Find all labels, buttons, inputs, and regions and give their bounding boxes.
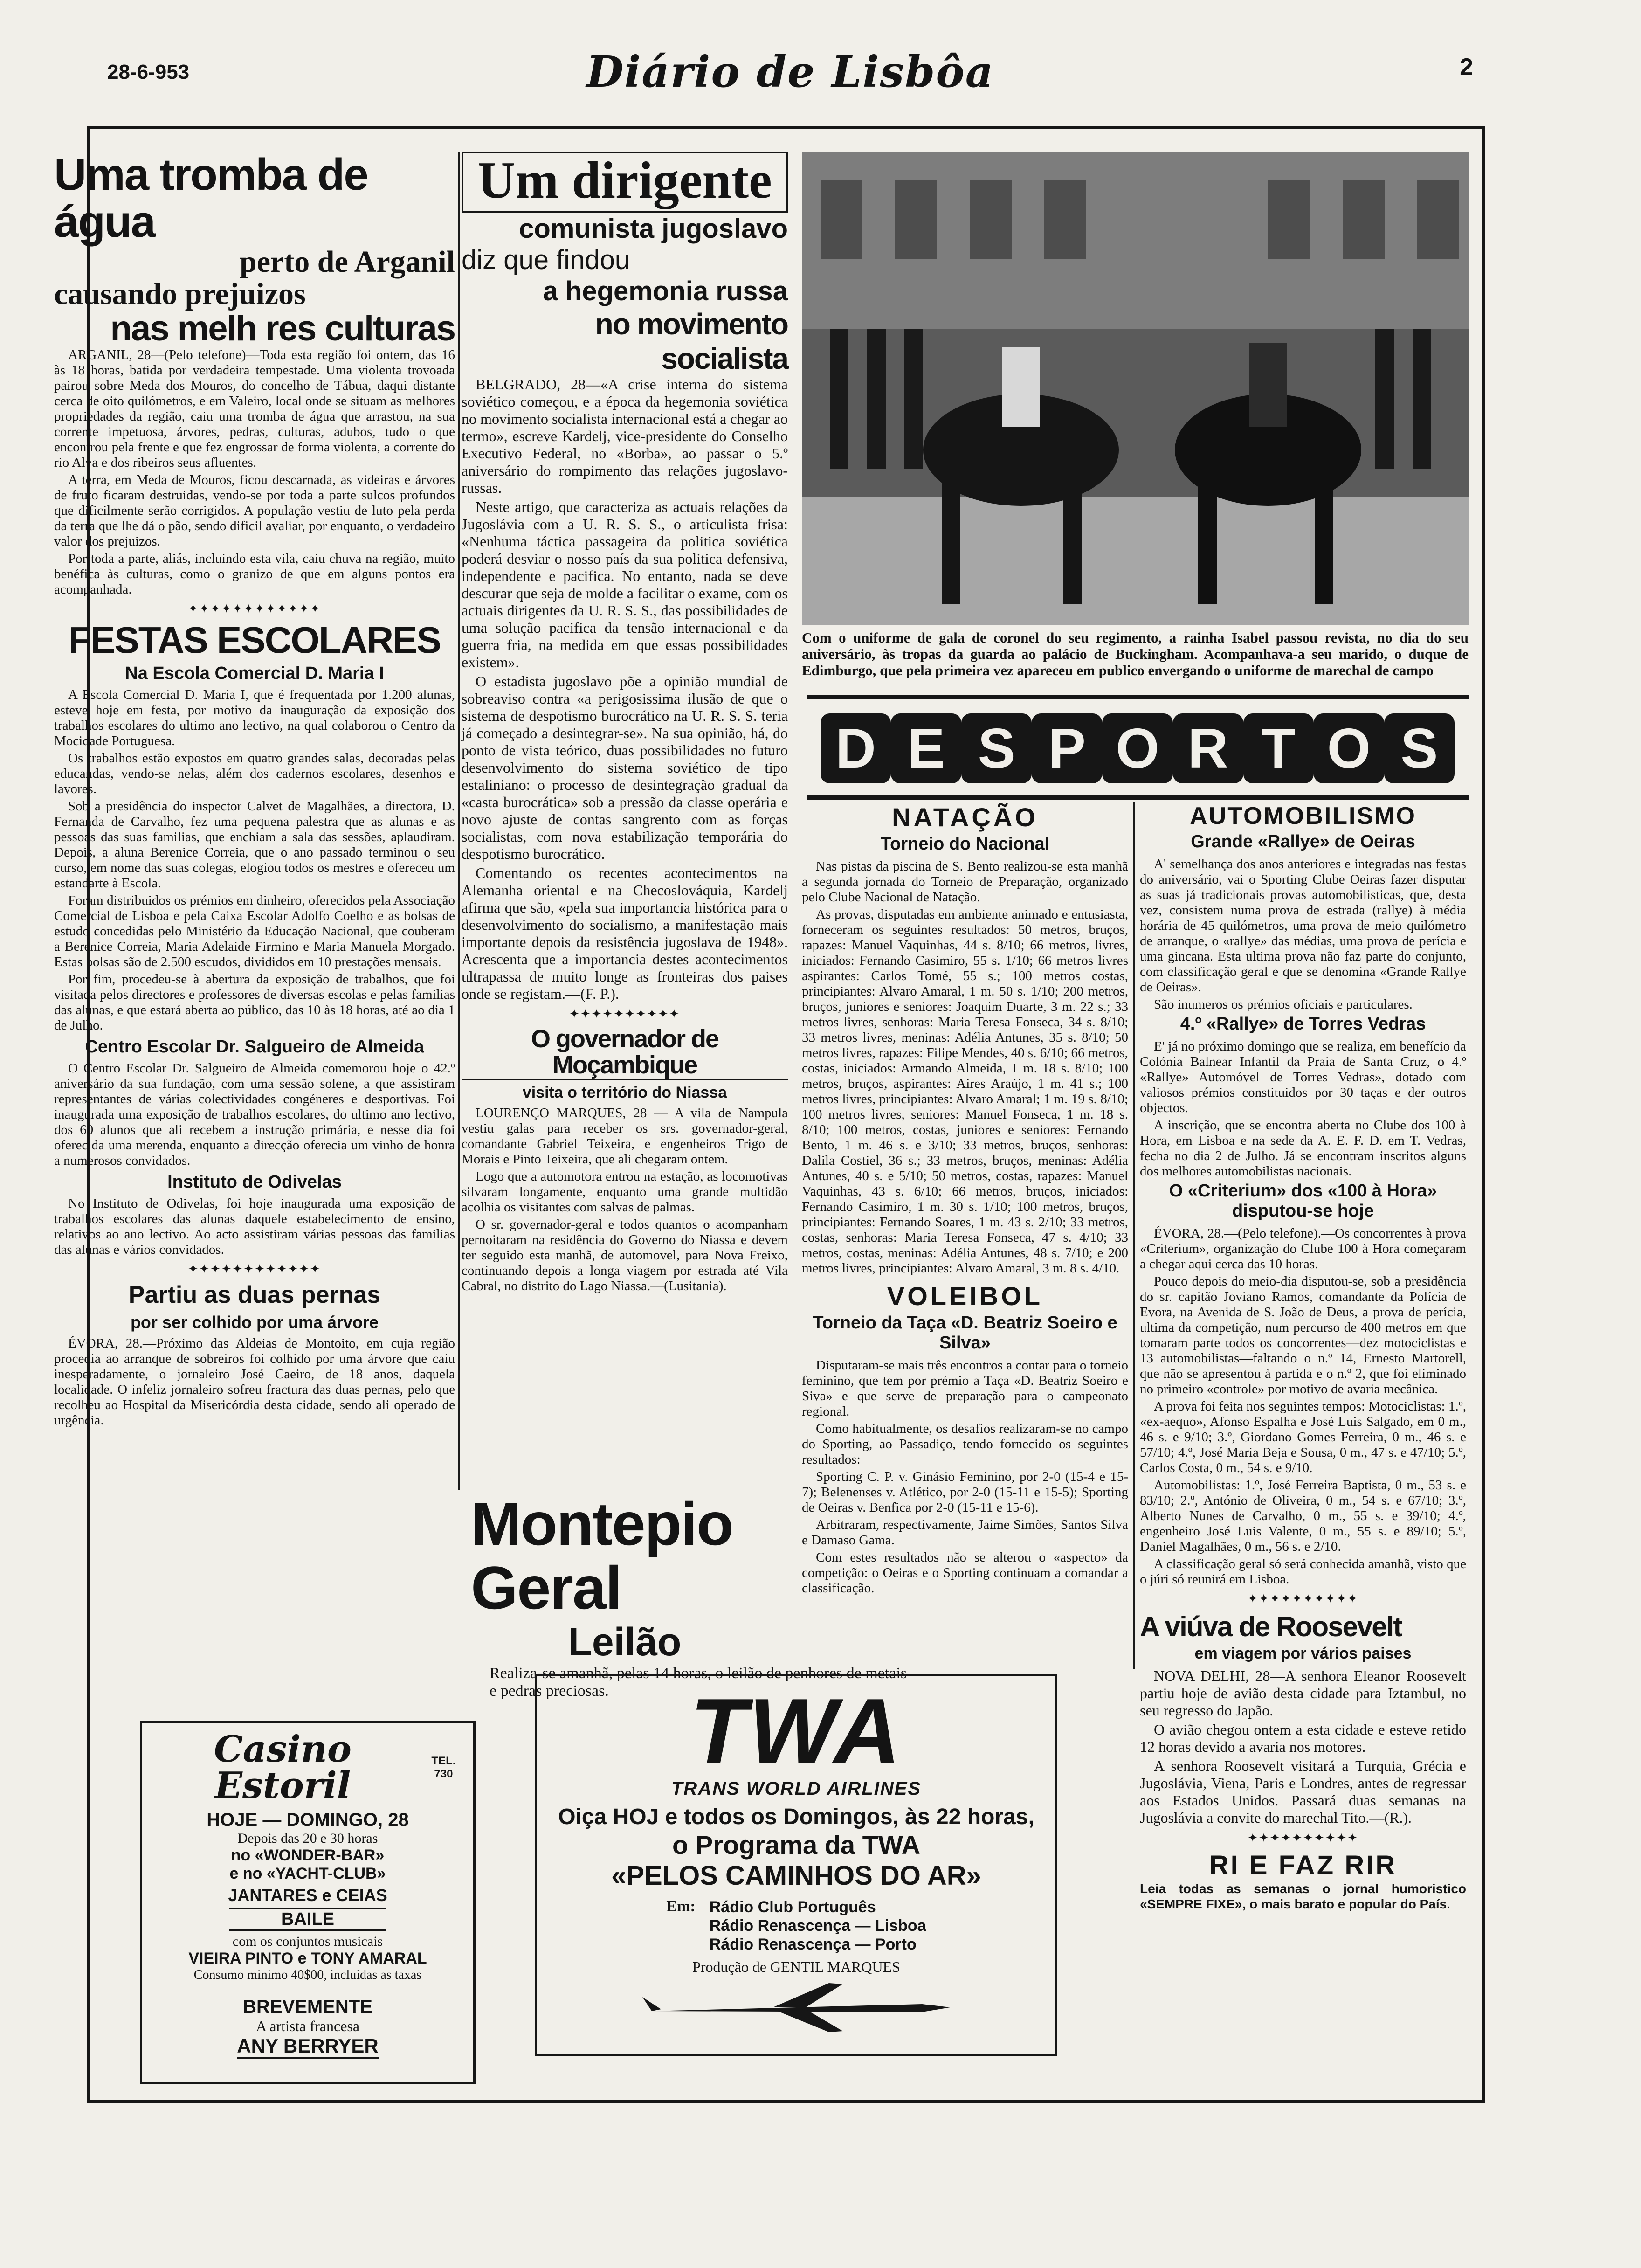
partiu-title: Partiu as duas pernas xyxy=(128,1281,381,1308)
casino-artist: ANY BERRYER xyxy=(237,2035,378,2059)
natacao-subtitle: Torneio do Nacional xyxy=(880,834,1050,854)
dirigente-paragraph: O estadista jugoslavo põe a opinião mundial de sobreaviso contra «a perigosissima ilusão de que o sistema de despotismo burocrático na U. R. S. S. teria já começado a desintegrar-se». Na sua opinião, há, do ponto de vista teórico, duas possibilidades no futuro desenvolvimento do sistema soviético de tipo estaliniano: o processo de desintegração gradual da «casta burocrática» sob a pressão da classe operária e novo ajuste de contas sangrento com as forças socialistas, com nova estabilização temporária do despotismo burocrático. xyxy=(462,672,788,862)
mocambique-title: O governador de Moçambique xyxy=(462,1026,788,1080)
automobilismo-subtitle: Grande «Rallye» de Oeiras xyxy=(1191,832,1415,851)
partiu-subtitle: por ser colhido por uma árvore xyxy=(130,1312,379,1332)
casino-soon: BREVEMENTE xyxy=(243,1997,372,2017)
partiu-paragraph: ÉVORA, 28.—Próximo das Aldeias de Montoito, em cuja região procedia ao arranque de sobreiros foi colhido por uma árvore que caiu inesperadamente, o jornaleiro José Caeiro, de 18 anos, daquela localidade. O infeliz jornaleiro sofreu fractura das duas pernas, pelo que recolheu ao Hospital da Misericórdia desta cidade, sendo ali operado de urgência. xyxy=(54,1335,455,1428)
desportos-letter: E xyxy=(891,713,961,783)
mocambique-paragraph: Logo que a automotora entrou na estação, as locomotivas silvaram longamente, enquanto uma grande multidão acolhia os visitantes com salvas de palmas. xyxy=(462,1169,788,1215)
twa-line-2: o Programa da TWA xyxy=(672,1830,921,1860)
casino-minimum: Consumo minimo 40$00, incluidas as taxas xyxy=(193,1968,422,1982)
column-rule-2 xyxy=(1133,802,1135,1669)
voleibol-subtitle: Torneio da Taça «D. Beatriz Soeiro e Silva» xyxy=(813,1313,1117,1353)
viuva-paragraph: NOVA DELHI, 28—A senhora Eleanor Roosevelt partiu hoje de avião desta cidade para Iztambul, no seu regresso do Japão. xyxy=(1140,1667,1466,1719)
sports-column-right xyxy=(1140,802,1466,1911)
desportos-letter: O xyxy=(1314,713,1384,783)
festas-paragraph: Por fim, procedeu-se à abertura da exposição de trabalhos, que foi visitada pelos directores e professores de diversas escolas e pelas familias das alunas, e que estará aberta ao público, das 10 às 18 horas, até ao dia 1 de Julho. xyxy=(54,971,455,1033)
mocambique-subtitle: visita o território do Niassa xyxy=(522,1083,727,1101)
festas-paragraph: Sob a presidência do inspector Calvet de Magalhães, a directora, D. Fernanda de Carvalho, fez uma pequena palestra que as alunas e as pessoas das suas familias, que enchiam a sala das sessões, aplaudiram. Depois, a aluna Berenice Correia, que o ano passado terminou o seu curso, em nome das suas colegas, elogiou todos os mestres e ofereceu um estandarte à Escola. xyxy=(54,798,455,891)
twa-ad xyxy=(535,1674,1057,2056)
twa-line-1: Oiça HOJ e todos os Domingos, às 22 horas, xyxy=(558,1805,1034,1829)
photo-illustration xyxy=(802,152,1469,625)
desportos-letter: R xyxy=(1173,713,1243,783)
casino-date: HOJE — DOMINGO, 28 xyxy=(207,1810,409,1830)
festas-title: FESTAS ESCOLARES xyxy=(69,619,441,661)
dirigente-title-5: no movimento socialista xyxy=(595,307,788,375)
desportos-banner xyxy=(807,695,1469,800)
automobilismo-paragraph: São inumeros os prémios oficiais e particulares. xyxy=(1154,997,1413,1012)
tromba-paragraph: Por toda a parte, aliás, incluindo esta vila, caiu chuva na região, muito benéfica às culturas, como o granizo de que em alguns pontos era acompanhada. xyxy=(54,551,455,597)
desportos-letter: D xyxy=(820,713,891,783)
festas-subheading-2: Centro Escolar Dr. Salgueiro de Almeida xyxy=(85,1037,424,1057)
montepio-text: Realiza-se amanhã, pelas 14 horas, o leilão de penhores de metais e pedras preciosas. xyxy=(490,1665,907,1700)
tromba-paragraph: A terra, em Meda de Mouros, ficou descarnada, as videiras e árvores de fruto ficaram destruidas, vendo-se por toda a parte sulcos profundos que dificilmente serão corrigidos. A população vestiu de luto pela perda da terra que lhe dá o pão, sendo dificil avaliar, por enquanto, o verdadeiro valor dos prejuizos. xyxy=(54,472,455,549)
natacao-paragraph: Nas pistas da piscina de S. Bento realizou-se esta manhã a segunda jornada do Torneio de Preparação, organizado pelo Clube Nacional de Natação. xyxy=(802,859,1128,905)
middle-column xyxy=(462,152,788,1499)
rir-text: Leia todas as semanas o jornal humoristico «SEMPRE FIXE», o mais barato e popular do País. xyxy=(1140,1881,1466,1911)
casino-dinners: JANTARES e CEIAS xyxy=(228,1886,387,1905)
twa-producer: Produção de GENTIL MARQUES xyxy=(692,1958,900,1975)
casino-time: Depois das 20 e 30 horas xyxy=(237,1831,378,1846)
casino-estoril-ad xyxy=(140,1721,476,2084)
viuva-title: A viúva de Roosevelt xyxy=(1140,1611,1402,1642)
automobilismo-paragraph: A prova foi feita nos seguintes tempos: Motociclistas: 1.º, «ex-aequo», Afonso Espalha e José Luis Salgado, em 0 m., 46 s. e 9/10; 3.º, Giordano Gomes Ferreira, 0 m., 46 s. e 57/10; 4.º, José Maria Beja e Sousa, 0 m., 47 s. e 47/10; 5.º, Carlos Costa, 0 m., 54 s. e 9/10. xyxy=(1140,1399,1466,1475)
dirigente-title-4: a hegemonia russa xyxy=(543,276,788,306)
voleibol-paragraph: Com estes resultados não se alterou o «aspecto» da competição: o Oeiras e o Sporting continuam a comandar a classificação. xyxy=(802,1550,1128,1596)
viuva-paragraph: O avião chegou ontem a esta cidade e esteve retido 12 horas devido a avaria nos motores. xyxy=(1140,1721,1466,1755)
voleibol-paragraph: Como habitualmente, os desafios realizaram-se no campo do Sporting, ao Passadiço, tendo fornecido os seguintes resultados: xyxy=(802,1421,1128,1467)
sports-column-left xyxy=(802,802,1128,1669)
twa-radio-station: Rádio Renascença — Porto xyxy=(709,1936,917,1953)
casino-artist-label: A artista francesa xyxy=(255,2018,360,2034)
montepio-subtitle: Leilão xyxy=(568,1620,682,1664)
casino-musicians: VIEIRA PINTO e TONY AMARAL xyxy=(188,1950,427,1967)
dirigente-paragraph: BELGRADO, 28—«A crise interna do sistema soviético começou, e a época da hegemonia soviética no movimento socialista internacional está a chegar ao termo», escreve Kardelj, vice-presidente do Conselho Executivo Federal, no «Borba», ao passar o 5.º aniversário do rompimento das relações jugoslavo-russas. xyxy=(462,375,788,496)
montepio-title: Montepio Geral xyxy=(471,1490,733,1622)
queen-review-photo xyxy=(802,152,1469,625)
twa-em-label: Em: xyxy=(666,1898,696,1915)
column-rule-1 xyxy=(458,152,460,1490)
twa-radio-list xyxy=(551,1898,1041,1954)
desportos-letter: T xyxy=(1243,713,1314,783)
tromba-title-3: causando prejuizos xyxy=(54,277,306,311)
festas-paragraph: O Centro Escolar Dr. Salgueiro de Almeida comemorou hoje o 42.º aniversário da sua fundação, com uma sessão solene, a que assistiram representantes de várias colectividades congéneres e desportivas. Foi inaugurada uma exposição de trabalhos escolares, do ultimo ano lectivo, dos 60 alunos que ali recebem a instrução primária, e nesse dia foi oferecida uma merenda, enquanto a direcção oferecia um vinho de honra a numerosos convidados. xyxy=(54,1060,455,1168)
separator: ✦✦✦✦✦✦✦✦✦✦✦✦ xyxy=(188,602,321,615)
photo-caption: Com o uniforme de gala de coronel do seu regimento, a rainha Isabel passou revista, no dia do seu aniversário, às tropas da guarda ao palácio de Buckingham. Acompanhava-a seu marido, o duque de Edimburgo, que pela primeira vez apareceu em publico envergando o uniforme de marechal de campo xyxy=(802,629,1469,678)
tromba-title-4: nas melh res culturas xyxy=(110,309,455,349)
desportos-letters xyxy=(820,713,1455,783)
automobilismo-title: AUTOMOBILISMO xyxy=(1190,802,1416,830)
casino-venue-2: e no «YACHT-CLUB» xyxy=(229,1865,386,1882)
automobilismo-paragraph: Pouco depois do meio-dia disputou-se, sob a presidência do sr. capitão Joviano Ramos, comandante da Polícia de Evora, na Avenida de S. João de Deus, a prova de perícia, ultima da competição, num percurso de 400 metros em que tomaram parte todos os concorrentes—dez motociclistas e 13 automobilistas—faltando o n.º 14, Ernesto Martorell, que não se apresentou à partida e o n.º 2, que foi eliminado no primeiro «controle» por motivo de avaria mecânica. xyxy=(1140,1274,1466,1397)
automobilismo-paragraph: ÉVORA, 28.—(Pelo telefone).—Os concorrentes à prova «Criterium», organização do Clube 100 à Hora começaram a chegar aqui cerca das 10 horas. xyxy=(1140,1226,1466,1272)
desportos-letter: O xyxy=(1102,713,1172,783)
twa-airline: TRANS WORLD AIRLINES xyxy=(671,1778,922,1799)
dirigente-title-2: comunista jugoslavo xyxy=(519,213,788,244)
automobilismo-paragraph: Automobilistas: 1.º, José Ferreira Baptista, 0 m., 53 s. e 83/10; 2.º, António de Oliveira, 0 m., 54 s. e 67/10; 3.º, Alberto Nunes de Carvalho, 0 m., 55 s. e 39/10; 4.º, engenheiro José Luis Valente, 0 m., 55 s. e 89/10; 5.º, Daniel Magalhães, 0 m., 56 s. e 2/10. xyxy=(1140,1478,1466,1554)
casino-ball: BAILE xyxy=(229,1908,386,1931)
rir-title: RI E FAZ RIR xyxy=(1209,1850,1397,1881)
page-number: 2 xyxy=(1460,54,1473,81)
dirigente-paragraph: Comentando os recentes acontecimentos na Alemanha oriental e na Checoslováquia, Kardelj afirma que são, «pela sua importancia histórica para o desenvolvimento do socialismo, a manifestação mais importante depois da resistência jugoslava de 1948». Acrescenta que a importancia destes acontecimentos ultrapassa de muito longe as fronteiras dos paises onde se registam.—(F. P.). xyxy=(462,864,788,1002)
automobilismo-paragraph: A inscrição, que se encontra aberta no Clube dos 100 à Hora, em Lisboa e na sede da A. E. F. D. em T. Vedras, fecha no dia 2 de Julho. Já se encontram inscritos alguns dos melhores automobilistas nacionais. xyxy=(1140,1118,1466,1179)
voleibol-title: VOLEIBOL xyxy=(887,1281,1043,1311)
casino-tel: TEL. 730 xyxy=(431,1755,456,1780)
dirigente-title-1: Um dirigente xyxy=(477,152,772,209)
automobilismo-subheading-2: 4.º «Rallye» de Torres Vedras xyxy=(1180,1014,1426,1034)
casino-musicians-label: com os conjuntos musicais xyxy=(232,1934,383,1949)
tromba-title-1: Uma tromba de água xyxy=(54,150,368,247)
festas-subtitle: Na Escola Comercial D. Maria I xyxy=(125,663,384,683)
desportos-letter: S xyxy=(961,713,1032,783)
mocambique-paragraph: O sr. governador-geral e todos quantos o acompanham pernoitaram na residência do Governo do Niassa e devem ter seguido esta manhã, de automovel, para Nova Freixo, continuando depois a longa viagem por estrada até Vila Cabral, no distrito do Lago Niassa.—(Lusitania). xyxy=(462,1217,788,1293)
automobilismo-paragraph: A classificação geral só será conhecida amanhã, visto que o júri só reunirá em Lisboa. xyxy=(1140,1556,1466,1587)
twa-radio-station: Rádio Renascença — Lisboa xyxy=(709,1917,926,1935)
festas-paragraph: No Instituto de Odivelas, foi hoje inaugurada uma exposição de trabalhos escolares das alunas daquele estabelecimento de ensino, relativos ao ano lectivo. Ao acto assistiram várias pessoas das familias das alunas e vários convidados. xyxy=(54,1196,455,1257)
casino-venue-1: no «WONDER-BAR» xyxy=(231,1846,385,1864)
festas-subheading-3: Instituto de Odivelas xyxy=(167,1172,342,1192)
airplane-icon xyxy=(633,1978,959,2034)
twa-logo: TWA xyxy=(689,1680,903,1784)
tromba-title-2: perto de Arganil xyxy=(240,244,455,279)
voleibol-paragraph: Arbitraram, respectivamente, Jaime Simões, Santos Silva e Damaso Gama. xyxy=(802,1517,1128,1548)
dirigente-paragraph: Neste artigo, que caracteriza as actuais relações da Jugoslávia com a U. R. S. S., o articulista frisa: «Nenhuma táctica passageira da politica soviética poderá desviar o nosso país da sua politica defensiva, independente e pacifica. No entanto, nada se deve descurar que seja de molde a facilitar o exame, com os actuais dirigentes da U. R. S. S., das possibilidades de uma solução pacifica da tensão internacional e da guerra fria, na medida em que essas possibilidades existem». xyxy=(462,498,788,671)
tromba-paragraph: ARGANIL, 28—(Pelo telefone)—Toda esta região foi ontem, das 16 às 18 horas, batida por verdadeira tempestade. Uma violenta trovoada pairou sobre Meda dos Mouros, do concelho de Tábua, daqui distante cerca de oito quilómetros, e em Valeiro, local onde se situam as melhores propriedades da região, caiu uma tromba de água que arrastou, na sua corrente impetuosa, árvores, pedras, culturas, adubos, tudo o que encontrou pela frente e que fez engrossar de forma violenta, a corrente do rio Alva e dos ribeiros seus afluentes. xyxy=(54,347,455,470)
tromba-body xyxy=(54,347,455,597)
dirigente-title-3: diz que findou xyxy=(462,244,630,275)
separator: ✦✦✦✦✦✦✦✦✦✦ xyxy=(569,1007,680,1021)
natacao-title: NATAÇÃO xyxy=(892,802,1038,832)
automobilismo-paragraph: E' já no próximo domingo que se realiza, em benefício da Colónia Balnear Infantil da Praia de Santa Cruz, o 4.º «Rallye» Automóvel de Torres Vedras», dotado com valiosos prémios constituidos por 30 taças e der outros objectos. xyxy=(1140,1039,1466,1115)
separator: ✦✦✦✦✦✦✦✦✦✦✦✦ xyxy=(188,1262,321,1276)
viuva-paragraph: A senhora Roosevelt visitará a Turquia, Grécia e Jugoslávia, Viena, Paris e Londres, antes de regressar aos Estados Unidos. Passará duas semanas na Jugoslávia a convite do marechal Tito.—(R.). xyxy=(1140,1757,1466,1826)
festas-paragraph: Os trabalhos estão expostos em quatro grandes salas, decoradas pelas educandas, vendo-se nelas, além dos cadernos escolares, desenhos e lavores. xyxy=(54,750,455,796)
automobilismo-subheading-3: O «Criterium» dos «100 à Hora» disputou-se hoje xyxy=(1169,1181,1437,1221)
viuva-subtitle: em viagem por vários paises xyxy=(1194,1645,1412,1662)
page-header xyxy=(107,47,1473,107)
separator: ✦✦✦✦✦✦✦✦✦✦ xyxy=(1248,1592,1358,1605)
voleibol-paragraph: Disputaram-se mais três encontros a contar para o torneio feminino, que tem por prémio a Taça «D. Beatriz Soeiro e Siva» e que serve de preparação para o campeonato regional. xyxy=(802,1358,1128,1419)
dirigente-headline xyxy=(462,152,788,213)
festas-paragraph: A Escola Comercial D. Maria I, que é frequentada por 1.200 alunas, esteve hoje em festa, por motivo da inauguração da exposição dos trabalhos escolares do ultimo ano lectivo, na qual colaborou o Centro da Mocidade Portuguesa. xyxy=(54,687,455,748)
desportos-letter: P xyxy=(1032,713,1102,783)
twa-line-3: «PELOS CAMINHOS DO AR» xyxy=(611,1860,981,1891)
mocambique-paragraph: LOURENÇO MARQUES, 28 — A vila de Nampula vestiu galas para receber os srs. governador-geral, comandante Gabriel Teixeira, e engenheiros Trigo de Morais e Pinto Teixeira, que ali chegaram ontem. xyxy=(462,1105,788,1167)
festas-paragraph: Foram distribuidos os prémios em dinheiro, oferecidos pela Associação Comercial de Lisboa e pela Caixa Escolar Adolfo Coelho e as bolsas de estudo concedidas pelo Ministério da Educação Nacional, que couberam a Berenice Correia, Maria Adelaide Firmino e Maria Manuela Morgado. Estas bolsas são de 2.500 escudos, divididos em 10 prestações mensais. xyxy=(54,892,455,969)
separator: ✦✦✦✦✦✦✦✦✦✦ xyxy=(1248,1831,1358,1845)
twa-radio-station: Rádio Club Português xyxy=(709,1898,876,1916)
voleibol-paragraph: Sporting C. P. v. Ginásio Feminino, por 2-0 (15-4 e 15-7); Belenenses v. Atlético, por 2-0 (15-11 e 15-5); Sporting de Oeiras v. Benfica por 2-0 (15-11 e 15-6). xyxy=(802,1469,1128,1515)
issue-date: 28-6-953 xyxy=(107,61,190,83)
masthead-title: Diário de Lisbôa xyxy=(586,47,994,97)
natacao-paragraph: As provas, disputadas em ambiente animado e entusiasta, forneceram os seguintes resultados: 50 metros, bruços, rapazes: Manuel Vaquinhas, 44 s. 8/10; 66 metros, livres, iniciados: Fernando Casimiro, 55 s. 1/10; 66 metros livres aspirantes: Carlos Tomé, 55 s.; 100 metros costas, principiantes: Alvaro Amaral, 1 m. 50 s. 1/10; 200 metros, bruços, juniores e seniores: Joaquim Duarte, 3 m. 22 s.; 33 metros livres, senhoras: Maria Teresa Fonseca, 34 s. 8/10; 33 metros livres, meninas: Adélia Antunes, 35 s. 8/10; 50 metros livres, rapazes: Filipe Mendes, 40 s. 6/10; 66 metros, costas, iniciados: Armando Almeida, 1 m. 18 s. 8/10; 100 metros, bruços, aspirantes: Aires Araújo, 1 m. 41 s.; 100 metros livres, principiantes: Alvaro Amaral; 1 m. 19 s. 8/10; 100 metros livres, seniores: Manuel Fonseca, 1 m. 18 s. 8/10; 100 metros, costas, juniores e seniores: Fernando Bento, 1 m. 46 s. e 3/10; 33 metros, bruços, senhoras: Dalila Costiel, 36 s.; 33 metros, bruços, meninas: Adélia Antunes, 40 s. e 5/10; 50 metros, costas, rapazes: Manuel Vaquinhas, 43 s. 6/10; 66 metros, bruços, iniciados: Fernando Casimiro, 1 m. 30 s. 1/10; 100 metros, bruços, principiantes: Fernando Soares, 1 m. 43 s. 2/10; 33 metros, costas, senhoras: Maria Teresa Fonseca, 47 s. 4/10; 33 metros, costas, meninas: Adélia Antunes, 48 s. 7/10; e 200 metros livres, principiantes: Alvaro Amaral, 3 m. 8 s. 4/10. xyxy=(802,907,1128,1276)
automobilismo-paragraph: A' semelhança dos anos anteriores e integradas nas festas do aniversário, vai o Sporting Clube Oeiras fazer disputar as suas já tradicionais provas automobilisticas, que, desta vez, consistem numa prova de estrada (rallye) à média horária de 45 quilómetros, uma prova de meio quilómetro de arranque, o «rallye» das médias, uma prova de perícia e uma gincana. Esta ultima prova não faz parte do conjunto, com classificação geral e que se denomina «Grande Rallye de Oeiras». xyxy=(1140,857,1466,995)
casino-logo: Casino Estoril xyxy=(214,1728,352,1807)
desportos-letter: S xyxy=(1384,713,1455,783)
tromba-headline xyxy=(54,152,455,347)
